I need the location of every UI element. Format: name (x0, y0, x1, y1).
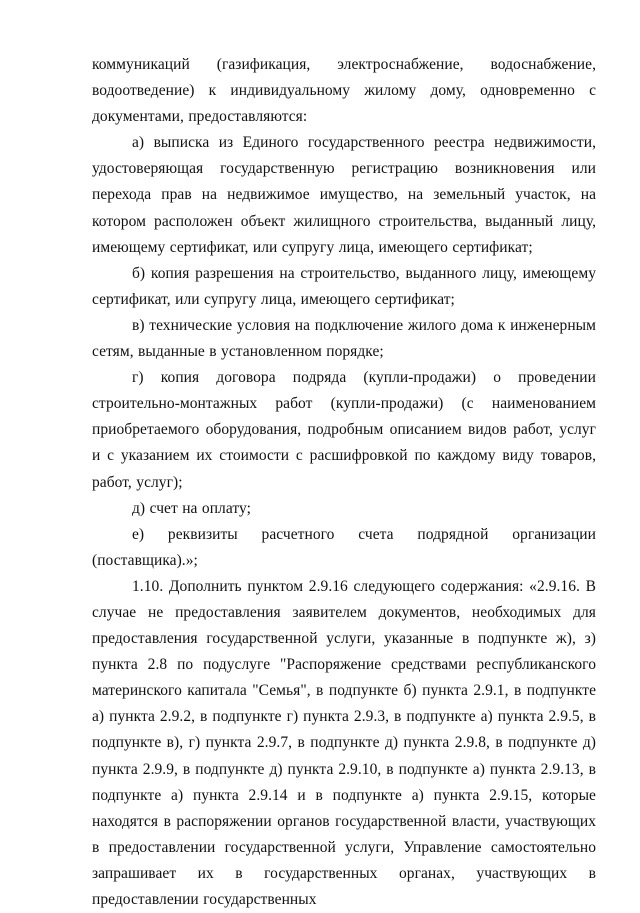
paragraph-item-b: б) копия разрешения на строительство, выданного лицу, имеющему сертификат, или супругу лица, имеющего сертификат; (92, 264, 596, 308)
paragraph-1-10: 1.10. Дополнить пунктом 2.9.16 следующего содержания: «2.9.16. В случае не предоставления заявителем документов, необходимых для предоставления государственной услуги, указанные в подпункте ж), з) пункта 2.8 по подуслуге "Распоряжение средствами республиканского материнского капитала "Семья", в подпункте б) пункта 2.9.1, в подпункте а) пункта 2.9.2, в подпункте г) пункта 2.9.3, в подпункте а) пункта 2.9.5, в подпункте в), г) пункта 2.9.7, в подпункте д) пункта 2.9.8, в подпункте д) пункта 2.9.9, в подпункте д) пункта 2.9.10, в подпункте а) пункта 2.9.13, в подпункте а) пункта 2.9.14 и в подпункте а) пункта 2.9.15, которые находятся в распоряжении органов государственной власти, участвующих в предоставлении государственной услуги, Управление самостоятельно запрашивает их в государственных органах, участвующих в предоставлении государственных (92, 577, 596, 908)
document-page (92, 52, 596, 908)
paragraph-item-g: г) копия договора подряда (купли-продажи) о проведении строительно-монтажных работ (купли-продажи) (с наименованием приобретаемого оборудования, подробным описанием видов работ, услуг и с указанием их стоимости с расшифровкой по каждому виду товаров, работ, услуг); (92, 369, 596, 491)
paragraph-continuation: коммуникаций (газификация, электроснабжение, водоснабжение, водоотведение) к индивидуальному жилому дому, одновременно с документами, предоставляются: (92, 56, 596, 126)
paragraph-item-v: в) технические условия на подключение жилого дома к инженерным сетям, выданные в установленном порядке; (92, 316, 596, 361)
paragraph-item-e: е) реквизиты расчетного счета подрядной организации (поставщика).»; (92, 525, 596, 569)
paragraph-item-a: а) выписка из Единого государственного реестра недвижимости, удостоверяющая государственную регистрацию возникновения или перехода прав на недвижимое имущество, на земельный участок, на котором расположен объект жилищного строительства, выданный лицу, имеющему сертификат, или супругу лица, имеющего сертификат; (92, 134, 596, 256)
paragraph-item-d: д) счет на оплату; (132, 499, 251, 517)
